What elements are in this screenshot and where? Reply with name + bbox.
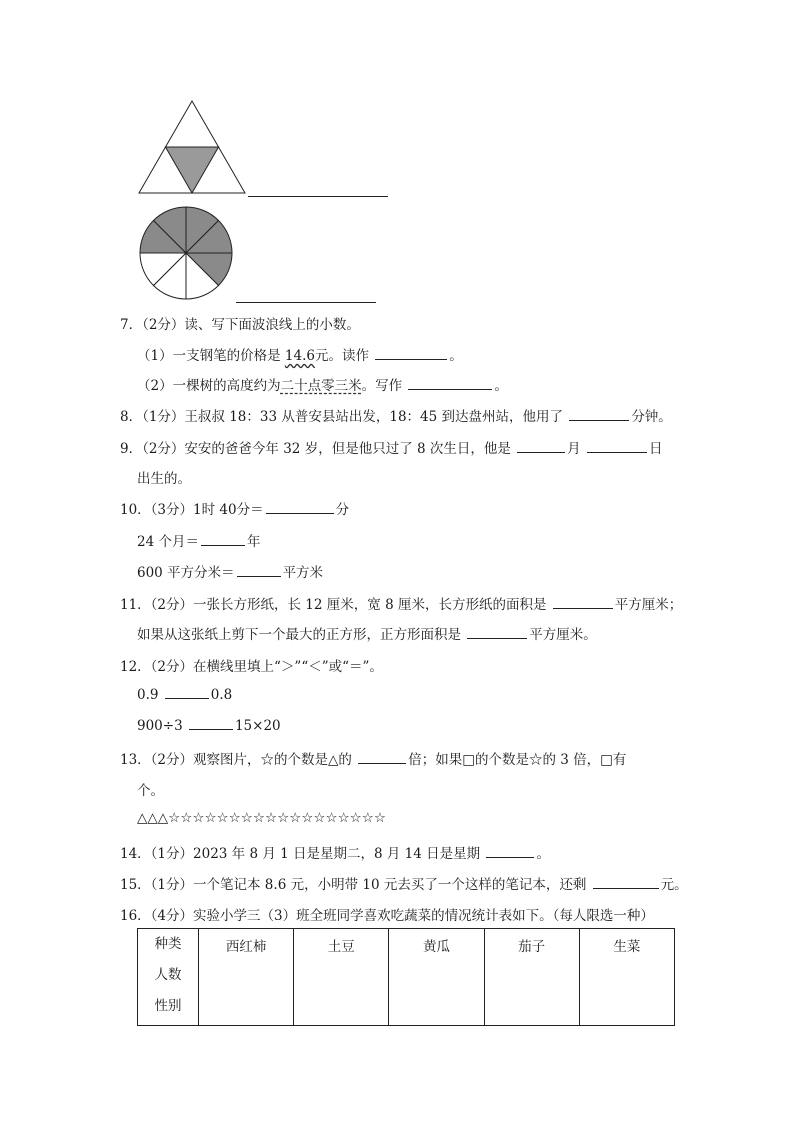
- q11: 11．（2分）一张长方形纸，长 12 厘米，宽 8 厘米，长方形纸的面积是 平方厘米；: [120, 597, 683, 613]
- column-header: 生菜: [579, 929, 674, 1026]
- q7-answer-2[interactable]: [408, 377, 492, 390]
- q10: 10．（3分）1时 40分＝ 分: [120, 502, 350, 518]
- q11-answer-1[interactable]: [553, 596, 613, 609]
- q12-answer-b[interactable]: [189, 717, 233, 730]
- q13: 13．（2分）观察图片，☆的个数是△的 倍；如果□的个数是☆的 3 倍，□有: [120, 752, 627, 768]
- q7-heading: 7．（2分）读、写下面波浪线上的小数。: [120, 317, 360, 333]
- q14: 14．（1分）2023 年 8 月 1 日是星期二，8 月 14 日是星期 。: [120, 846, 550, 862]
- q13-answer-1[interactable]: [358, 751, 406, 764]
- column-header: 西红柿: [199, 929, 294, 1026]
- corner-label-count: 人数: [154, 967, 182, 983]
- q13-shapes: △△△☆☆☆☆☆☆☆☆☆☆☆☆☆☆☆☆☆☆: [137, 810, 386, 826]
- table-row: [138, 929, 675, 1026]
- table-corner-cell: [138, 929, 199, 1026]
- q11-line2: 如果从这张纸上剪下一个最大的正方形，正方形面积是 平方厘米。: [137, 627, 597, 643]
- q7-part1: （1）一支钢笔的价格是 14.6元。读作 。: [137, 348, 463, 364]
- corner-label-gender: 性别: [154, 998, 182, 1014]
- q9-day-answer[interactable]: [587, 440, 647, 453]
- q8: 8．（1分）王叔叔 18：33 从普安县站出发，18：45 到达盘州站，他用了 分钟。: [120, 409, 672, 425]
- q12-heading: 12．（2分）在横线里填上“＞”“＜”或“＝”。: [120, 659, 383, 675]
- q7-height: 二十点零三米: [280, 378, 362, 394]
- q10-answer-2[interactable]: [201, 533, 245, 546]
- q9: 9．（2分）安安的爸爸今年 32 岁，但是他只过了 8 次生日，他是 月 日: [120, 441, 663, 457]
- q14-answer[interactable]: [486, 845, 534, 858]
- triangle-answer-line[interactable]: [248, 186, 388, 197]
- column-header: 土豆: [294, 929, 389, 1026]
- q7-price: 14.6: [284, 348, 315, 364]
- q7-part2: （2）一棵树的高度约为二十点零三米。写作 。: [137, 378, 508, 394]
- q12-answer-a[interactable]: [165, 686, 209, 699]
- q11-answer-2[interactable]: [467, 626, 527, 639]
- column-header: 茄子: [484, 929, 579, 1026]
- q15-answer[interactable]: [593, 876, 659, 889]
- q15: 15．（1分）一个笔记本 8.6 元，小明带 10 元去买了一个这样的笔记本，还剩 元。: [120, 877, 688, 893]
- q10-answer-3[interactable]: [237, 564, 281, 577]
- corner-label-kind: 种类: [154, 936, 182, 952]
- q12-b: 900÷3 15×20: [137, 718, 281, 734]
- q13-line2: 个。: [137, 783, 164, 799]
- q10-answer-1[interactable]: [266, 501, 334, 514]
- q7-answer-1[interactable]: [375, 347, 447, 360]
- q12-a: 0.9 0.8: [137, 687, 233, 703]
- q10-line3: 600 平方分米＝ 平方米: [137, 565, 324, 581]
- circle-answer-line[interactable]: [236, 292, 376, 303]
- q10-line2: 24 个月＝ 年: [137, 534, 261, 550]
- q8-answer[interactable]: [569, 408, 629, 421]
- circle-figure: [137, 205, 237, 301]
- q9-line2: 出生的。: [137, 471, 191, 487]
- vegetable-table: [137, 928, 675, 1026]
- q9-month-answer[interactable]: [517, 440, 565, 453]
- triangle-figure: [137, 98, 252, 196]
- q16-heading: 16．（4分）实验小学三（3）班全班同学喜欢吃蔬菜的情况统计表如下。（每人限选一种）: [120, 908, 654, 924]
- column-header: 黄瓜: [389, 929, 484, 1026]
